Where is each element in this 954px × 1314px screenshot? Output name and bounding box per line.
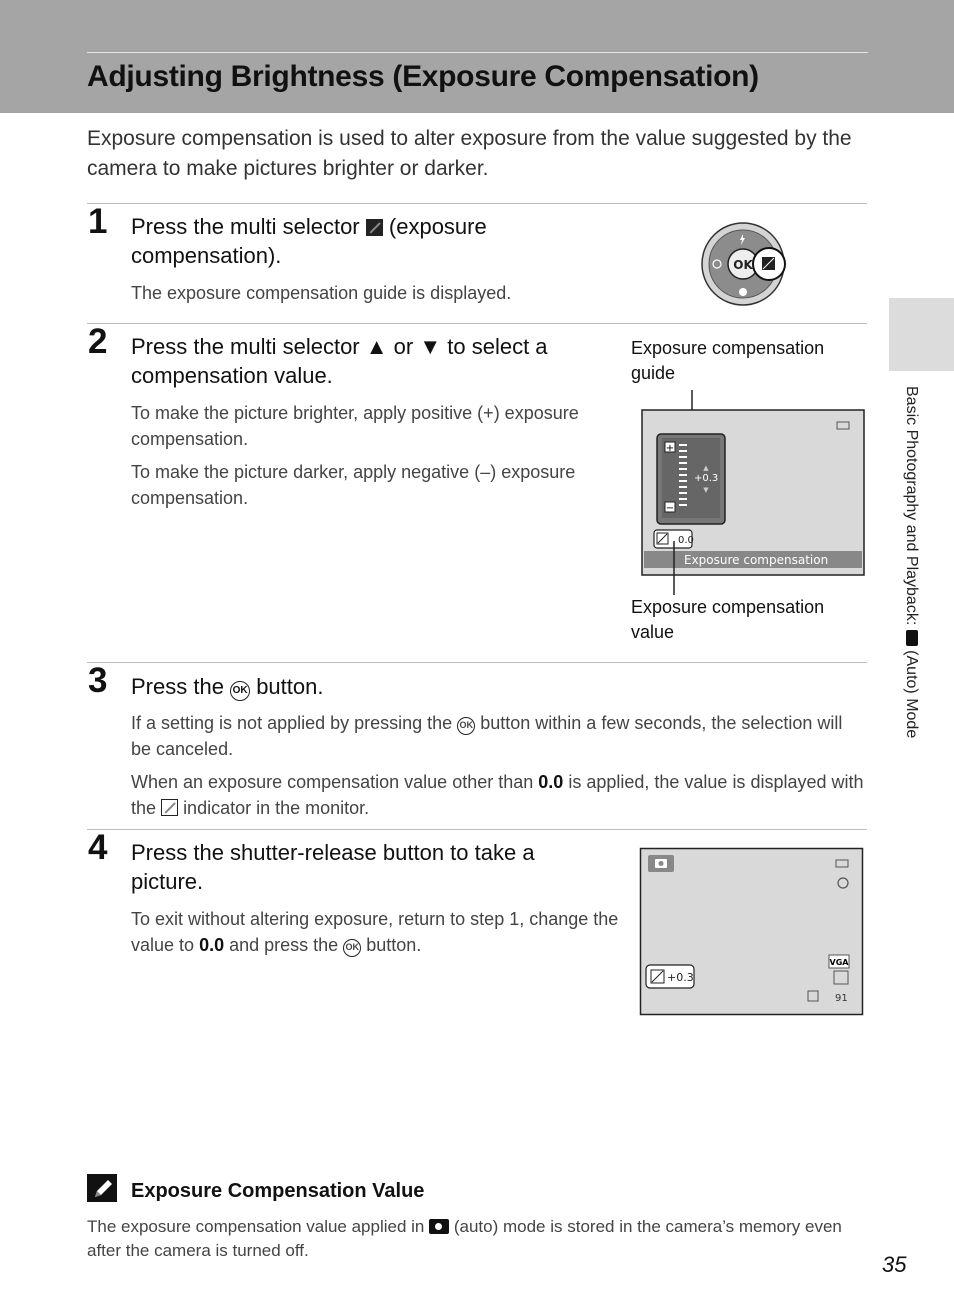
camera-icon [906,630,918,646]
ok-button-icon: OK [230,681,250,701]
exposure-guide-screen [640,390,870,600]
step-number: 2 [88,322,108,361]
note-pencil-icon [87,1174,119,1206]
step-body: To exit without altering exposure, return to step 1, change the value to 0.0 and press the OK button. [131,909,619,955]
camera-icon [429,1219,449,1234]
down-arrow-icon: ▼ [419,334,442,359]
exposure-compensation-icon [366,219,383,236]
step-number: 4 [88,828,108,867]
ok-label: OK [733,258,753,272]
figure-label-guide: Exposure compensation guide [631,338,825,383]
step-number: 3 [88,661,108,700]
step-heading: Press the shutter-release button to take a picture. [131,840,535,894]
shooting-screen [639,847,866,1019]
step-number: 1 [88,202,108,241]
intro-paragraph: Exposure compensation is used to alter exposure from the value suggested by the camera to make pictures brighter or darker. [87,127,852,180]
step-heading: Press the OK button. [131,674,324,699]
ok-button-icon: OK [343,939,361,957]
step-body: To make the picture brighter, apply positive (+) exposure compensation. [131,403,579,449]
step-body: If a setting is not applied by pressing the OK button within a few seconds, the selection will be canceled. [131,713,843,759]
step-heading: Press the multi selector (exposure compensation). [131,214,487,268]
ok-button-icon: OK [457,717,475,735]
svg-text:+: + [665,443,675,454]
side-tab-label: Basic Photography and Playback: (Auto) Mode [903,386,920,739]
step-body: To make the picture darker, apply negative (–) exposure compensation. [131,462,576,508]
vga-indicator: VGA [829,958,849,967]
shot-count: 91 [835,993,848,1004]
step-heading: Press the multi selector ▲ or ▼ to select a compensation value. [131,334,548,388]
screen-value: 0.0 [678,535,694,546]
step-body: The exposure compensation guide is displayed. [131,283,512,303]
page-title: Adjusting Brightness (Exposure Compensation) [87,60,759,93]
note-body: The exposure compensation value applied in (auto) mode is stored in the camera’s memory even after the camera is turned off. [87,1217,842,1260]
header-rule [87,52,868,53]
divider [87,203,867,204]
svg-text:▼: ▼ [703,486,709,494]
figure-label-value: Exposure compensation value [631,597,825,642]
page-number: 35 [882,1252,907,1277]
page-header [0,0,954,113]
scale-value: +0.3 [694,473,719,484]
ev-indicator: +0.3 [667,971,694,984]
multi-selector-icon [700,220,795,310]
side-tab [889,298,954,371]
divider [87,323,867,324]
step-body: When an exposure compensation value other than 0.0 is applied, the value is displayed with the indicator in the monitor. [131,772,864,818]
svg-text:−: − [665,503,675,514]
screen-banner: Exposure compensation [684,553,829,567]
exposure-compensation-icon [161,799,178,816]
divider [87,662,867,663]
up-arrow-icon: ▲ [365,334,388,359]
note-title: Exposure Compensation Value [131,1180,425,1202]
divider [87,829,867,830]
svg-text:▲: ▲ [703,464,709,472]
